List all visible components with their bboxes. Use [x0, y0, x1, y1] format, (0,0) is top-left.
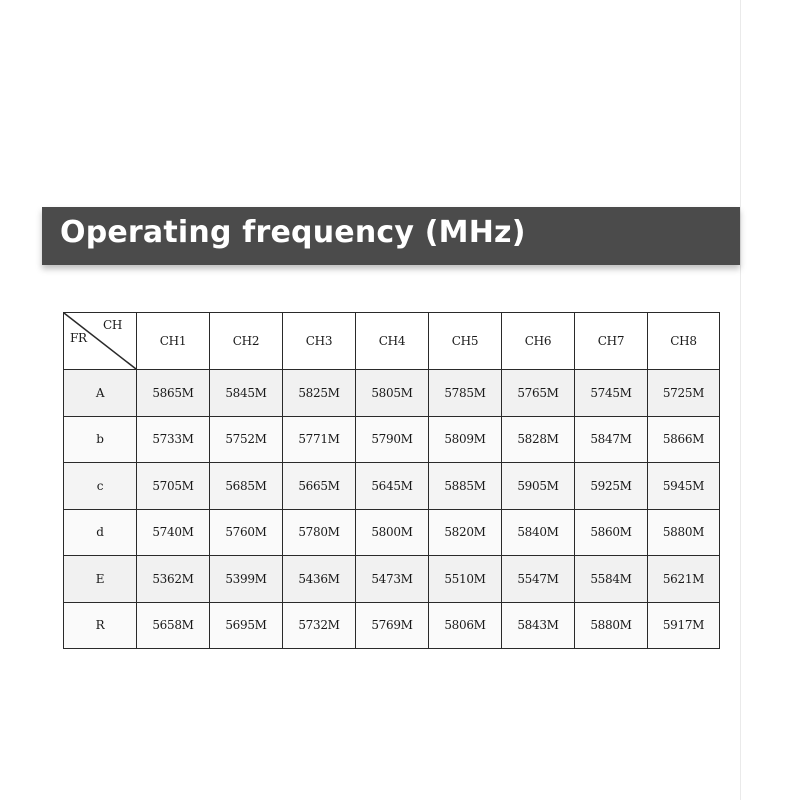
frequency-cell: 5510M [429, 556, 502, 603]
frequency-cell: 5885M [429, 463, 502, 510]
row-label: A [64, 370, 137, 417]
frequency-cell: 5917M [648, 602, 720, 649]
table-header-row [64, 313, 720, 370]
frequency-cell: 5745M [575, 370, 648, 417]
frequency-cell: 5473M [356, 556, 429, 603]
frequency-cell: 5945M [648, 463, 720, 510]
row-label: b [64, 416, 137, 463]
frequency-cell: 5800M [356, 509, 429, 556]
frequency-cell: 5658M [137, 602, 210, 649]
title-banner [42, 207, 740, 265]
table-row [64, 416, 720, 463]
frequency-cell: 5905M [502, 463, 575, 510]
frequency-cell: 5760M [210, 509, 283, 556]
frequency-cell: 5665M [283, 463, 356, 510]
row-label: d [64, 509, 137, 556]
table-row [64, 602, 720, 649]
frequency-cell: 5880M [648, 509, 720, 556]
table-row [64, 463, 720, 510]
frequency-cell: 5725M [648, 370, 720, 417]
column-header: CH7 [575, 313, 648, 370]
frequency-cell: 5733M [137, 416, 210, 463]
frequency-cell: 5785M [429, 370, 502, 417]
frequency-cell: 5780M [283, 509, 356, 556]
frequency-cell: 5769M [356, 602, 429, 649]
frequency-cell: 5547M [502, 556, 575, 603]
frequency-cell: 5828M [502, 416, 575, 463]
frequency-cell: 5790M [356, 416, 429, 463]
column-header: CH5 [429, 313, 502, 370]
column-header: CH6 [502, 313, 575, 370]
frequency-cell: 5685M [210, 463, 283, 510]
frequency-cell: 5843M [502, 602, 575, 649]
frequency-cell: 5860M [575, 509, 648, 556]
frequency-cell: 5732M [283, 602, 356, 649]
frequency-cell: 5805M [356, 370, 429, 417]
frequency-cell: 5765M [502, 370, 575, 417]
column-header: CH4 [356, 313, 429, 370]
frequency-table [63, 312, 720, 649]
frequency-cell: 5584M [575, 556, 648, 603]
frequency-cell: 5621M [648, 556, 720, 603]
table-corner-cell [64, 313, 137, 370]
frequency-cell: 5740M [137, 509, 210, 556]
page-edge-divider [740, 0, 741, 800]
frequency-cell: 5436M [283, 556, 356, 603]
table-row [64, 370, 720, 417]
row-label: c [64, 463, 137, 510]
frequency-cell: 5695M [210, 602, 283, 649]
corner-column-label: CH [102, 318, 122, 332]
frequency-cell: 5865M [137, 370, 210, 417]
column-header: CH2 [210, 313, 283, 370]
frequency-cell: 5399M [210, 556, 283, 603]
column-header: CH8 [648, 313, 720, 370]
frequency-cell: 5880M [575, 602, 648, 649]
frequency-cell: 5806M [429, 602, 502, 649]
frequency-cell: 5845M [210, 370, 283, 417]
frequency-cell: 5847M [575, 416, 648, 463]
frequency-cell: 5362M [137, 556, 210, 603]
column-header: CH1 [137, 313, 210, 370]
frequency-cell: 5771M [283, 416, 356, 463]
frequency-cell: 5840M [502, 509, 575, 556]
frequency-cell: 5825M [283, 370, 356, 417]
table-row [64, 556, 720, 603]
frequency-cell: 5645M [356, 463, 429, 510]
frequency-cell: 5820M [429, 509, 502, 556]
column-header: CH3 [283, 313, 356, 370]
frequency-cell: 5866M [648, 416, 720, 463]
row-label: E [64, 556, 137, 603]
frequency-cell: 5705M [137, 463, 210, 510]
table-row [64, 509, 720, 556]
frequency-table-body [64, 313, 720, 649]
frequency-cell: 5925M [575, 463, 648, 510]
row-label: R [64, 602, 137, 649]
frequency-cell: 5752M [210, 416, 283, 463]
corner-row-label: FR [70, 331, 87, 345]
page-title: Operating frequency (MHz) [60, 215, 526, 250]
frequency-cell: 5809M [429, 416, 502, 463]
